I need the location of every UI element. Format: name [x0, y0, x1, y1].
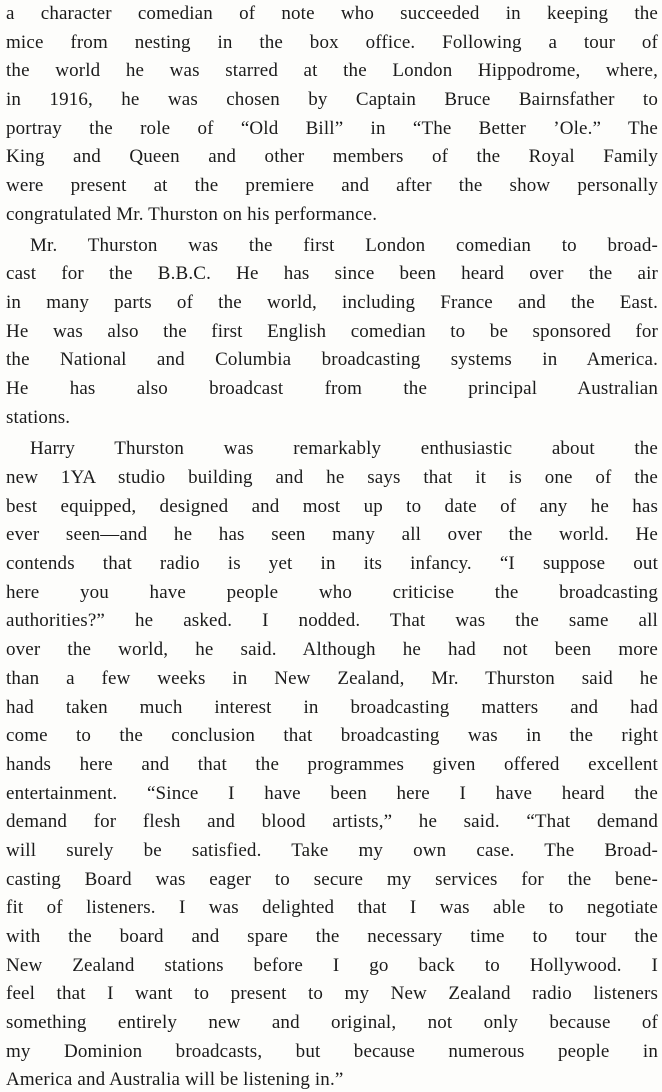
text-line: America and Australia will be listening in.” — [6, 1069, 344, 1091]
text-line: authorities?” he asked. I nodded. That was the same all — [6, 610, 658, 632]
text-line: than a few weeks in New Zealand, Mr. Thurston said he — [6, 667, 658, 689]
paragraph-interview — [6, 435, 658, 1092]
text-line: cast for the B.B.C. He has since been heard over the air — [6, 263, 658, 285]
text-line: demand for flesh and blood artists,” he said. “That demand — [6, 811, 658, 833]
text-line: contends that radio is yet in its infancy. “I suppose out — [6, 553, 658, 575]
text-line: new 1YA studio building and he says that it is one of the — [6, 467, 658, 488]
text-line: the National and Columbia broadcasting systems in America. — [6, 349, 658, 371]
article-column — [6, 0, 658, 1092]
text-line: He was also the first English comedian to be sponsored for — [6, 320, 658, 342]
text-line: here you have people who criticise the broadcasting — [6, 581, 658, 603]
text-line: congratulated Mr. Thurston on his performance. — [6, 203, 378, 225]
text-line: stations. — [6, 406, 71, 428]
text-line: come to the conclusion that broadcasting was in the right — [6, 725, 658, 747]
text-line: King and Queen and other members of the Royal Family — [6, 146, 658, 168]
text-line: casting Board was eager to secure my services for the bene- — [6, 868, 658, 890]
text-line: had taken much interest in broadcasting matters and had — [6, 696, 658, 718]
text-line: in 1916, he was chosen by Captain Bruce Bairnsfather to — [6, 89, 658, 111]
text-line: feel that I want to present to my New Zealand radio listeners — [6, 983, 658, 1005]
text-line: New Zealand stations before I go back to Hollywood. I — [6, 954, 658, 976]
text-line: were present at the premiere and after the show personally — [6, 175, 658, 197]
text-line: Harry Thurston was remarkably enthusiastic about the — [30, 438, 658, 460]
text-line: Mr. Thurston was the first London comedian to broad- — [30, 234, 658, 256]
text-line: portray the role of “Old Bill” in “The Better ’Ole.” The — [6, 117, 658, 139]
text-line: with the board and spare the necessary time to tour the — [6, 926, 658, 947]
text-line: the world he was starred at the London Hippodrome, where, — [6, 60, 658, 82]
text-line: a character comedian of note who succeeded in keeping the — [6, 3, 658, 24]
text-line: hands here and that the programmes given offered excellent — [6, 753, 658, 775]
text-line: in many parts of the world, including France and the East. — [6, 291, 658, 313]
text-line: He has also broadcast from the principal Australian — [6, 377, 658, 399]
text-line: best equipped, designed and most up to date of any he has — [6, 495, 658, 517]
text-line: ever seen—and he has seen many all over the world. He — [6, 524, 658, 546]
paragraph-career — [6, 0, 658, 230]
text-line: something entirely new and original, not only because of — [6, 1012, 658, 1034]
text-line: will surely be satisfied. Take my own case. The Broad- — [6, 839, 658, 861]
text-line: fit of listeners. I was delighted that I was able to negotiate — [6, 897, 658, 919]
text-line: my Dominion broadcasts, but because numerous people in — [6, 1040, 658, 1062]
text-line: over the world, he said. Although he had not been more — [6, 639, 658, 661]
text-line: entertainment. “Since I have been here I have heard the — [6, 782, 658, 804]
text-line: mice from nesting in the box office. Following a tour of — [6, 31, 658, 53]
paragraph-broadcasting — [6, 232, 658, 433]
